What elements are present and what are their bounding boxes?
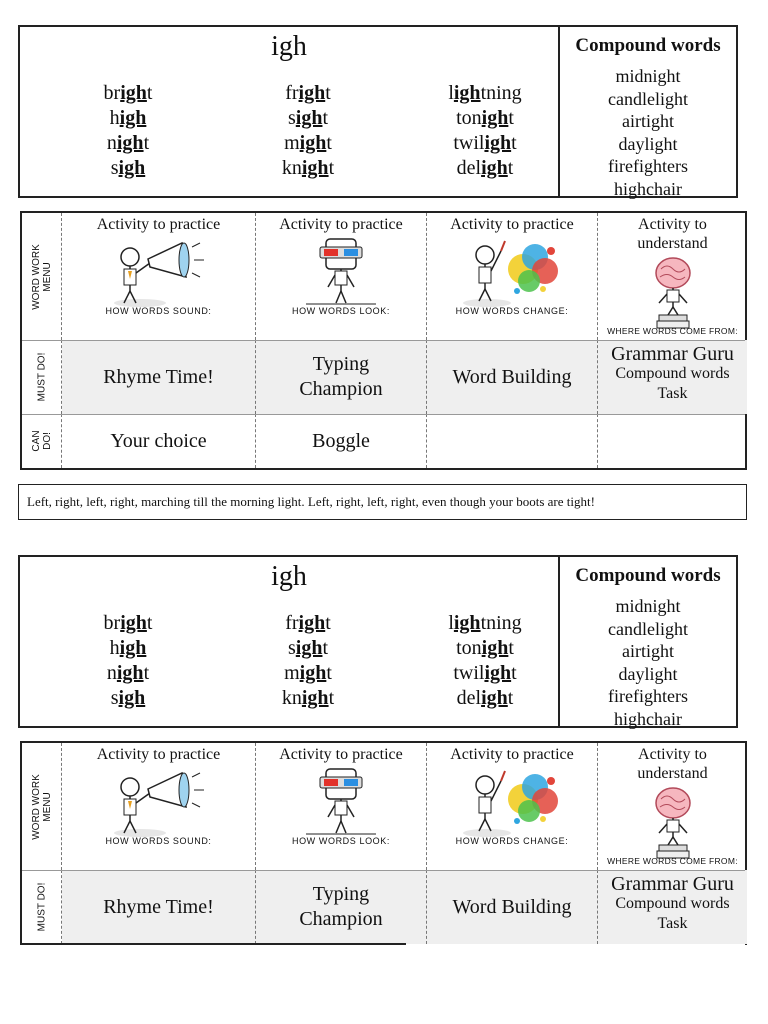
activity-caption: HOW WORDS SOUND:: [105, 836, 212, 846]
activity-header: Activity to practice: [450, 746, 574, 763]
igh-word: tonight: [456, 637, 514, 659]
igh-word: night: [106, 132, 150, 154]
3d-glasses-person-icon: [256, 233, 426, 309]
must-do-activity: [598, 870, 747, 934]
igh-word: fright: [285, 82, 331, 104]
activity-header: Activity to practice: [96, 216, 221, 233]
igh-word: high: [109, 637, 147, 659]
compound-words-list: [560, 65, 736, 200]
igh-word: bright: [103, 612, 153, 634]
compound-word: airtight: [622, 641, 674, 661]
word-work-menu-2: [20, 741, 747, 945]
activity-header-cell: [62, 743, 256, 870]
compound-word: highchair: [614, 708, 682, 729]
igh-word: twilight: [453, 132, 517, 154]
grammar-guru-task: Compound words Task: [615, 365, 730, 402]
side-label-text: WORD WORK MENU: [30, 243, 53, 310]
compound-words-area: [560, 27, 736, 199]
megaphone-person-icon: [62, 763, 255, 839]
megaphone-person-icon: [62, 233, 255, 309]
bottom-border-partial: [20, 943, 406, 945]
must-do-cell: [427, 870, 598, 944]
side-label-text: MUST DO!: [36, 352, 47, 402]
must-do-activity: Rhyme Time!: [103, 895, 214, 918]
grammar-guru-title: Grammar Guru: [611, 873, 734, 895]
igh-word: knight: [281, 687, 335, 709]
brain-person-icon: [598, 253, 747, 331]
word-box-2: [18, 555, 738, 728]
activity-caption: HOW WORDS LOOK:: [291, 306, 390, 316]
must-do-cell: [62, 870, 256, 944]
igh-word: sight: [287, 637, 329, 659]
igh-word: knight: [281, 157, 335, 179]
igh-word: bright: [103, 82, 153, 104]
side-label-menu: [22, 213, 62, 340]
must-do-cell: [427, 340, 598, 414]
compound-word: midnight: [615, 596, 681, 616]
must-do-cell: [598, 340, 747, 414]
must-do-cell: [598, 870, 747, 944]
grammar-guru-task: Compound words Task: [615, 895, 730, 932]
igh-word: high: [109, 107, 147, 129]
compound-words-area: [560, 557, 736, 729]
word-column-1: [48, 81, 208, 181]
activity-header: Activity to understand: [637, 216, 708, 252]
igh-word: might: [284, 662, 332, 684]
activity-header-cell: [256, 213, 427, 340]
must-do-activity: Typing Champion: [299, 883, 383, 930]
igh-word: lightning: [448, 82, 522, 104]
can-do-cell: [427, 414, 598, 468]
side-label-text: CAN DO!: [30, 430, 53, 452]
compound-words-title: Compound words: [575, 35, 721, 56]
paint-splash-person-icon: [427, 233, 597, 309]
can-do-cell: [598, 414, 747, 468]
activity-caption: HOW WORDS LOOK:: [291, 836, 390, 846]
igh-word: might: [284, 132, 332, 154]
compound-words-list: [560, 595, 736, 730]
compound-word: highchair: [614, 178, 682, 199]
can-do-cell: [256, 414, 427, 468]
word-column-3: [405, 81, 565, 181]
must-do-activity: Word Building: [452, 895, 572, 918]
igh-word: fright: [285, 612, 331, 634]
grammar-guru-title: Grammar Guru: [611, 343, 734, 365]
must-do-activity: Typing Champion: [299, 353, 383, 400]
compound-word: daylight: [618, 133, 678, 154]
igh-word: sigh: [110, 687, 146, 709]
igh-word: sight: [287, 107, 329, 129]
side-label-must: [22, 340, 62, 414]
side-label-can: [22, 414, 62, 468]
igh-word: tonight: [456, 107, 514, 129]
activity-caption: HOW WORDS CHANGE:: [455, 836, 569, 846]
brain-person-icon: [598, 783, 747, 861]
igh-word-area: [20, 557, 560, 726]
igh-word: lightning: [448, 612, 522, 634]
compound-word: firefighters: [608, 686, 688, 706]
activity-header-cell: [427, 213, 598, 340]
row-divider: [22, 414, 745, 415]
word-column-2: [228, 81, 388, 181]
side-label-text: MUST DO!: [36, 882, 47, 932]
must-do-activity: Word Building: [452, 365, 572, 388]
compound-word: airtight: [622, 111, 674, 131]
compound-word: daylight: [618, 663, 678, 684]
3d-glasses-person-icon: [256, 763, 426, 839]
igh-word: sigh: [110, 157, 146, 179]
must-do-cell: [256, 340, 427, 414]
word-box-1: [18, 25, 738, 198]
activity-header: Activity to practice: [96, 746, 221, 763]
activity-caption: HOW WORDS SOUND:: [105, 306, 212, 316]
row-divider: [22, 340, 745, 341]
must-do-activity: Rhyme Time!: [103, 365, 214, 388]
word-column-2: [228, 611, 388, 711]
activity-header: Activity to practice: [279, 216, 403, 233]
word-work-menu-1: [20, 211, 747, 470]
paint-splash-person-icon: [427, 763, 597, 839]
must-do-cell: [256, 870, 427, 944]
compound-word: candlelight: [608, 88, 688, 109]
activity-header-cell: [598, 743, 747, 870]
side-label-menu: [22, 743, 62, 870]
igh-word: night: [106, 662, 150, 684]
activity-header-cell: [62, 213, 256, 340]
activity-caption: HOW WORDS CHANGE:: [455, 306, 569, 316]
side-label-text: WORD WORK MENU: [30, 773, 53, 840]
activity-header: Activity to practice: [450, 216, 574, 233]
activity-header: Activity to understand: [637, 746, 708, 782]
igh-word: twilight: [453, 662, 517, 684]
igh-word: delight: [456, 157, 514, 179]
activity-header-cell: [427, 743, 598, 870]
can-do-cell: [62, 414, 256, 468]
row-divider: [22, 870, 745, 871]
word-box-title: igh: [271, 31, 307, 62]
igh-word: delight: [456, 687, 514, 709]
compound-words-title: Compound words: [575, 565, 721, 586]
word-column-3: [405, 611, 565, 711]
compound-word: midnight: [615, 66, 681, 86]
activity-caption: WHERE WORDS COME FROM:: [607, 856, 738, 866]
activity-header-cell: [598, 213, 747, 340]
rhyme-sentence: Left, right, left, right, marching till the morning light. Left, right, left, right, even though your boots are tight!: [18, 484, 747, 520]
must-do-activity: [598, 340, 747, 404]
can-do-activity: Your choice: [110, 429, 207, 452]
activity-caption: WHERE WORDS COME FROM:: [607, 326, 738, 336]
word-column-1: [48, 611, 208, 711]
activity-header-cell: [256, 743, 427, 870]
must-do-cell: [62, 340, 256, 414]
compound-word: candlelight: [608, 618, 688, 639]
side-label-must: [22, 870, 62, 944]
word-box-title: igh: [271, 561, 307, 592]
can-do-activity: Boggle: [312, 429, 370, 452]
igh-word-area: [20, 27, 560, 196]
compound-word: firefighters: [608, 156, 688, 176]
activity-header: Activity to practice: [279, 746, 403, 763]
